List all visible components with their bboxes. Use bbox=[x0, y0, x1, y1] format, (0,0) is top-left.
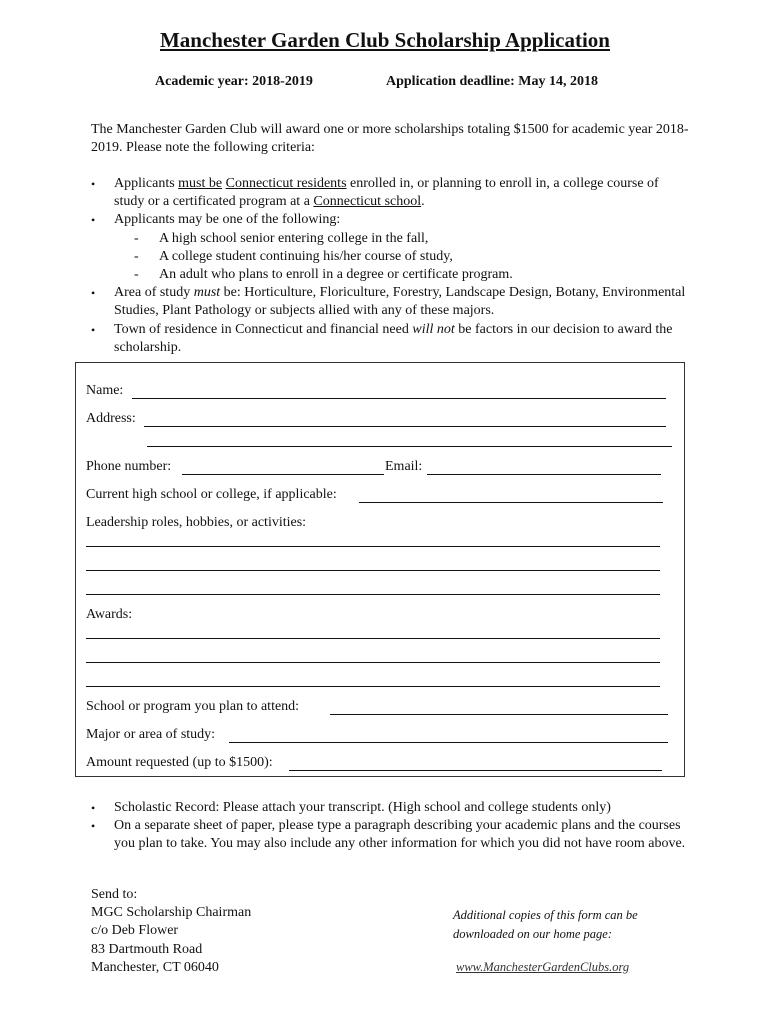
bullet-icon: • bbox=[91, 801, 96, 815]
address-label: Address: bbox=[86, 411, 136, 426]
intro-paragraph: The Manchester Garden Club will award one or more scholarships totaling $1500 for academic year 2018-2019. Please note the following criteria: bbox=[91, 122, 689, 155]
emphasis-ct-school: Connecticut school bbox=[313, 194, 422, 210]
emphasis-must-be: must be bbox=[178, 176, 223, 191]
email-label: Email: bbox=[385, 459, 423, 474]
send-to-address bbox=[91, 886, 251, 977]
phone-field[interactable] bbox=[182, 459, 384, 475]
name-label: Name: bbox=[86, 383, 124, 398]
address-line: MGC Scholarship Chairman bbox=[91, 905, 252, 921]
download-note-line: Additional copies of this form can be bbox=[453, 908, 638, 922]
amount-field[interactable] bbox=[289, 755, 662, 771]
plan-school-field[interactable] bbox=[330, 699, 668, 715]
criteria-item-study-area bbox=[91, 284, 691, 320]
eligibility-option-text: An adult who plans to enroll in a degree or certificate program. bbox=[159, 267, 513, 283]
awards-field-line-2[interactable] bbox=[86, 647, 660, 663]
bullet-icon: • bbox=[91, 286, 96, 301]
criteria-text: Area of study bbox=[114, 285, 194, 301]
address-field-line-2[interactable] bbox=[147, 431, 672, 447]
address-line: Manchester, CT 06040 bbox=[91, 959, 219, 975]
download-note bbox=[453, 906, 638, 943]
application-deadline bbox=[386, 74, 598, 90]
email-field[interactable] bbox=[427, 459, 661, 475]
criteria-text: Town of residence in Connecticut and financial need bbox=[114, 321, 413, 337]
awards-field-line-1[interactable] bbox=[86, 623, 660, 639]
dash-icon: - bbox=[134, 230, 139, 246]
current-school-label: Current high school or college, if applicable: bbox=[86, 487, 337, 502]
emphasis-must: must bbox=[193, 285, 221, 301]
homepage-link[interactable]: www.ManchesterGardenClubs.org bbox=[456, 960, 630, 974]
bullet-icon: • bbox=[91, 213, 96, 228]
amount-label: Amount requested (up to $1500): bbox=[86, 755, 273, 770]
leadership-field-line-1[interactable] bbox=[86, 531, 660, 547]
requirement-text: On a separate sheet of paper, please type a paragraph describing your academic plans and the courses you plan to take. You may also include any other information for which you did not have room above. bbox=[114, 818, 686, 852]
criteria-item-residency bbox=[91, 175, 691, 211]
address-line: 83 Dartmouth Road bbox=[91, 941, 203, 957]
bullet-icon: • bbox=[91, 819, 96, 834]
criteria-text: . bbox=[421, 194, 425, 210]
criteria-text: Applicants may be one of the following: bbox=[114, 212, 341, 228]
criteria-text: enrolled in, or planning to enroll in, a college course of study or a certificated program at a bbox=[114, 176, 659, 210]
emphasis-ct-residents: Connecticut residents bbox=[225, 176, 347, 191]
criteria-item-town-need bbox=[91, 321, 691, 357]
leadership-field-line-3[interactable] bbox=[86, 579, 660, 595]
dash-icon: - bbox=[134, 248, 139, 264]
criteria-text: be: Horticulture, Floriculture, Forestry, Landscape Design, Botany, Environmental Studies, Plant Pathology or subjects allied with any of these majors. bbox=[114, 285, 686, 319]
eligibility-option bbox=[114, 230, 691, 248]
requirement-text: Scholastic Record: Please attach your transcript. (High school and college students only) bbox=[114, 800, 611, 815]
send-to-heading: Send to: bbox=[91, 887, 138, 902]
eligibility-option-text: A college student continuing his/her course of study, bbox=[159, 248, 453, 264]
academic-year: Academic year: 2018-2019 bbox=[155, 74, 313, 89]
criteria-item-eligibility bbox=[91, 211, 691, 284]
emphasis-will-not: will not bbox=[412, 321, 455, 337]
bullet-icon: • bbox=[91, 177, 96, 191]
dash-icon: - bbox=[134, 267, 139, 283]
criteria-text: Applicants bbox=[114, 176, 179, 191]
awards-field-line-3[interactable] bbox=[86, 671, 660, 687]
eligibility-sublist bbox=[114, 230, 691, 285]
application-form bbox=[75, 362, 685, 777]
criteria-list bbox=[91, 175, 691, 357]
address-line: c/o Deb Flower bbox=[91, 923, 179, 939]
page-title: Manchester Garden Club Scholarship Application bbox=[159, 28, 610, 52]
deadline-label: Application deadline bbox=[386, 74, 511, 89]
plan-school-label: School or program you plan to attend: bbox=[86, 699, 300, 714]
requirement-transcript bbox=[91, 799, 691, 817]
phone-label: Phone number: bbox=[86, 459, 172, 474]
leadership-label: Leadership roles, hobbies, or activities: bbox=[86, 515, 307, 530]
awards-label: Awards: bbox=[86, 607, 133, 622]
major-label: Major or area of study: bbox=[86, 727, 216, 742]
requirements-list bbox=[91, 799, 691, 854]
eligibility-option bbox=[114, 266, 691, 284]
leadership-field-line-2[interactable] bbox=[86, 555, 660, 571]
bullet-icon: • bbox=[91, 322, 96, 337]
name-field[interactable] bbox=[132, 383, 666, 399]
requirement-essay bbox=[91, 817, 691, 853]
download-note-line: downloaded on our home page: bbox=[453, 926, 613, 941]
address-field-line-1[interactable] bbox=[144, 411, 666, 427]
deadline-value: : May 14, 2018 bbox=[510, 74, 598, 89]
current-school-field[interactable] bbox=[359, 487, 663, 503]
major-field[interactable] bbox=[229, 727, 668, 743]
eligibility-option-text: A high school senior entering college in the fall, bbox=[159, 230, 429, 246]
eligibility-option bbox=[114, 248, 691, 266]
criteria-text: be factors in our decision to award the scholarship. bbox=[114, 321, 673, 355]
